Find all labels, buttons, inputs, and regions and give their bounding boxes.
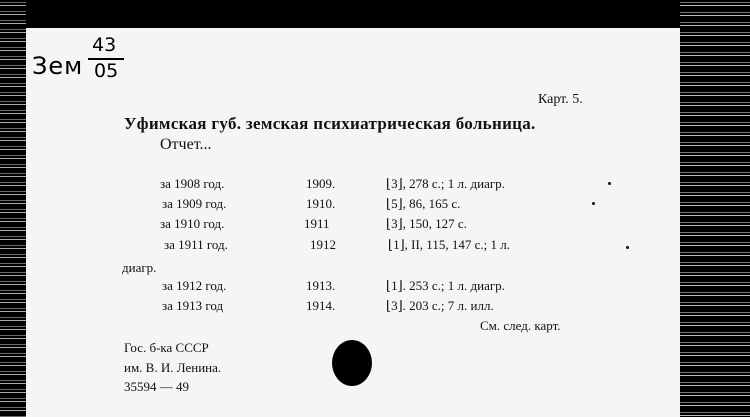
entry-description: ⌊5⌋, 86, 165 с.: [386, 196, 461, 211]
card-number: Карт. 5.: [538, 92, 583, 107]
entry-description: ⌊3⌋, 150, 127 с.: [386, 216, 467, 231]
catalog-card: [26, 28, 680, 417]
entry-description: ⌊1⌋. 253 с.; 1 л. диагр.: [386, 278, 505, 293]
see-next-card: См. след. карт.: [480, 318, 561, 333]
punch-hole: [332, 340, 372, 386]
card-title: Уфимская губ. земская психиатрическая больница.: [124, 114, 536, 133]
speck: [626, 246, 629, 249]
entry-year: за 1908 год.: [160, 176, 225, 191]
handwritten-numerator: 43: [92, 34, 117, 56]
entry-pub-year: 1910.: [306, 196, 336, 211]
card-subtitle: Отчет...: [160, 136, 212, 153]
entry-pub-year: 1914.: [306, 298, 336, 313]
library-named-after: им. В. И. Ленина.: [124, 360, 222, 375]
scan-edge-right: [680, 0, 750, 417]
entry-wrap: диагр.: [122, 260, 157, 275]
entry-pub-year: 1912: [310, 237, 336, 252]
library-name: Гос. б-ка СССР: [124, 340, 209, 355]
entry-year: за 1911 год.: [164, 237, 228, 252]
handwritten-word: Зем: [32, 52, 84, 80]
entry-description: ⌊1⌋, II, 115, 147 с.; 1 л.: [388, 237, 510, 252]
speck: [608, 182, 611, 185]
library-accession-number: 35594 — 49: [124, 379, 189, 394]
entry-year: за 1913 год: [162, 298, 224, 313]
scan-edge-left: [0, 0, 26, 417]
entry-year: за 1912 год.: [162, 278, 227, 293]
entry-pub-year: 1911: [304, 216, 330, 231]
entry-year: за 1909 год.: [162, 196, 227, 211]
entry-pub-year: 1913.: [306, 278, 336, 293]
entry-description: ⌊3⌋. 203 с.; 7 л. илл.: [386, 298, 494, 313]
entry-pub-year: 1909.: [306, 176, 336, 191]
entry-year: за 1910 год.: [160, 216, 225, 231]
handwritten-denominator: 05: [94, 60, 119, 82]
speck: [592, 202, 595, 205]
entry-description: ⌊3⌋, 278 с.; 1 л. диагр.: [386, 176, 505, 191]
